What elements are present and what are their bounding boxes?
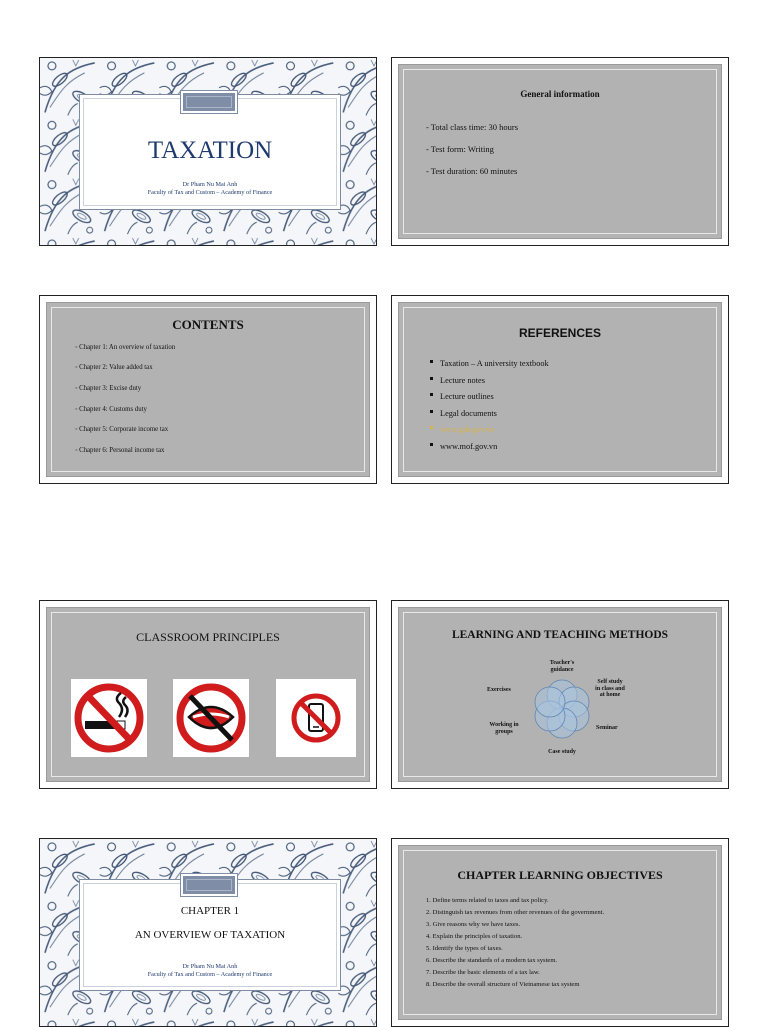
slide-title-taxation	[39, 57, 377, 246]
objective-item: 7. Describe the basic elements of a tax law.	[426, 969, 540, 976]
reference-link-mof[interactable]: www.mof.gov.vn	[430, 439, 549, 456]
no-eating-icon	[173, 679, 249, 757]
slide-heading: CONTENTS	[172, 317, 244, 332]
reference-item: Legal documents	[430, 406, 549, 423]
slide-heading: REFERENCES	[518, 326, 601, 340]
contents-item: ◦ Chapter 5: Corporate income tax	[75, 426, 169, 433]
affiliation: Faculty of Tax and Custom – Academy of Finance	[147, 971, 273, 978]
contents-item: ◦ Chapter 3: Excise duty	[75, 385, 142, 392]
header-tab	[181, 91, 237, 113]
contents-item: ◦ Chapter 4: Customs duty	[75, 406, 147, 413]
info-line-class-time: - Total class time: 30 hours	[426, 122, 519, 132]
slide-chapter-1-title	[39, 838, 377, 1027]
slide-general-information	[391, 57, 729, 246]
reference-item: Taxation – A university textbook	[430, 356, 549, 373]
objective-item: 1. Define terms related to taxes and tax policy.	[426, 897, 549, 904]
contents-item: ◦ Chapter 1: An overview of taxation	[75, 344, 176, 351]
objective-item: 5. Identify the types of taxes.	[426, 945, 503, 952]
header-tab	[181, 874, 237, 896]
author-name: Dr Pham Nu Mai Anh	[182, 963, 238, 970]
reference-item: Lecture outlines	[430, 389, 549, 406]
objective-item: 2. Distinguish tax revenues from other revenues of the government.	[426, 909, 605, 916]
author-name: Dr Pham Nu Mai Anh	[182, 181, 238, 188]
contents-item: ◦ Chapter 2: Value added tax	[75, 364, 153, 371]
label-case-study: Case study	[548, 749, 576, 755]
objective-item: 3. Give reasons why we have taxes.	[426, 921, 521, 928]
label-seminar: Seminar	[596, 725, 618, 731]
label-exercises: Exercises	[487, 687, 511, 693]
reference-item: Lecture notes	[430, 373, 549, 390]
no-phone-icon	[276, 679, 356, 757]
affiliation: Faculty of Tax and Custom – Academy of Finance	[147, 189, 273, 196]
objective-item: 8. Describe the overall structure of Vietnamese tax system	[426, 981, 580, 988]
slide-heading: CLASSROOM PRINCIPLES	[136, 630, 280, 644]
slide-heading: General information	[520, 89, 600, 99]
slide-learning-teaching-methods	[391, 600, 729, 789]
no-smoking-icon	[71, 679, 147, 757]
label-working-in-groups: Working in groups	[489, 722, 519, 735]
label-teachers-guidance: Teacher's guidance	[549, 660, 575, 673]
slide-classroom-principles	[39, 600, 377, 789]
slide-title: TAXATION	[147, 137, 273, 164]
slide-chapter-learning-objectives	[391, 838, 729, 1027]
chapter-number: CHAPTER 1	[180, 905, 240, 917]
slide-references	[391, 295, 729, 484]
chapter-title: AN OVERVIEW OF TAXATION	[134, 929, 286, 941]
info-line-test-form: - Test form: Writing	[426, 144, 494, 154]
reference-link-gdt[interactable]: www.gdt.gov.vn	[430, 422, 549, 439]
label-self-study: Self study in class and at home	[595, 679, 625, 698]
objective-item: 6. Describe the standards of a modern tax system.	[426, 957, 558, 964]
slide-contents	[39, 295, 377, 484]
slide-heading: CHAPTER LEARNING OBJECTIVES	[457, 868, 663, 882]
references-list	[430, 356, 549, 455]
contents-item: ◦ Chapter 6: Personal income tax	[75, 447, 165, 454]
info-line-test-duration: - Test duration: 60 minutes	[426, 166, 518, 176]
slide-heading: LEARNING AND TEACHING METHODS	[451, 629, 669, 641]
objective-item: 4. Explain the principles of taxation.	[426, 933, 523, 940]
